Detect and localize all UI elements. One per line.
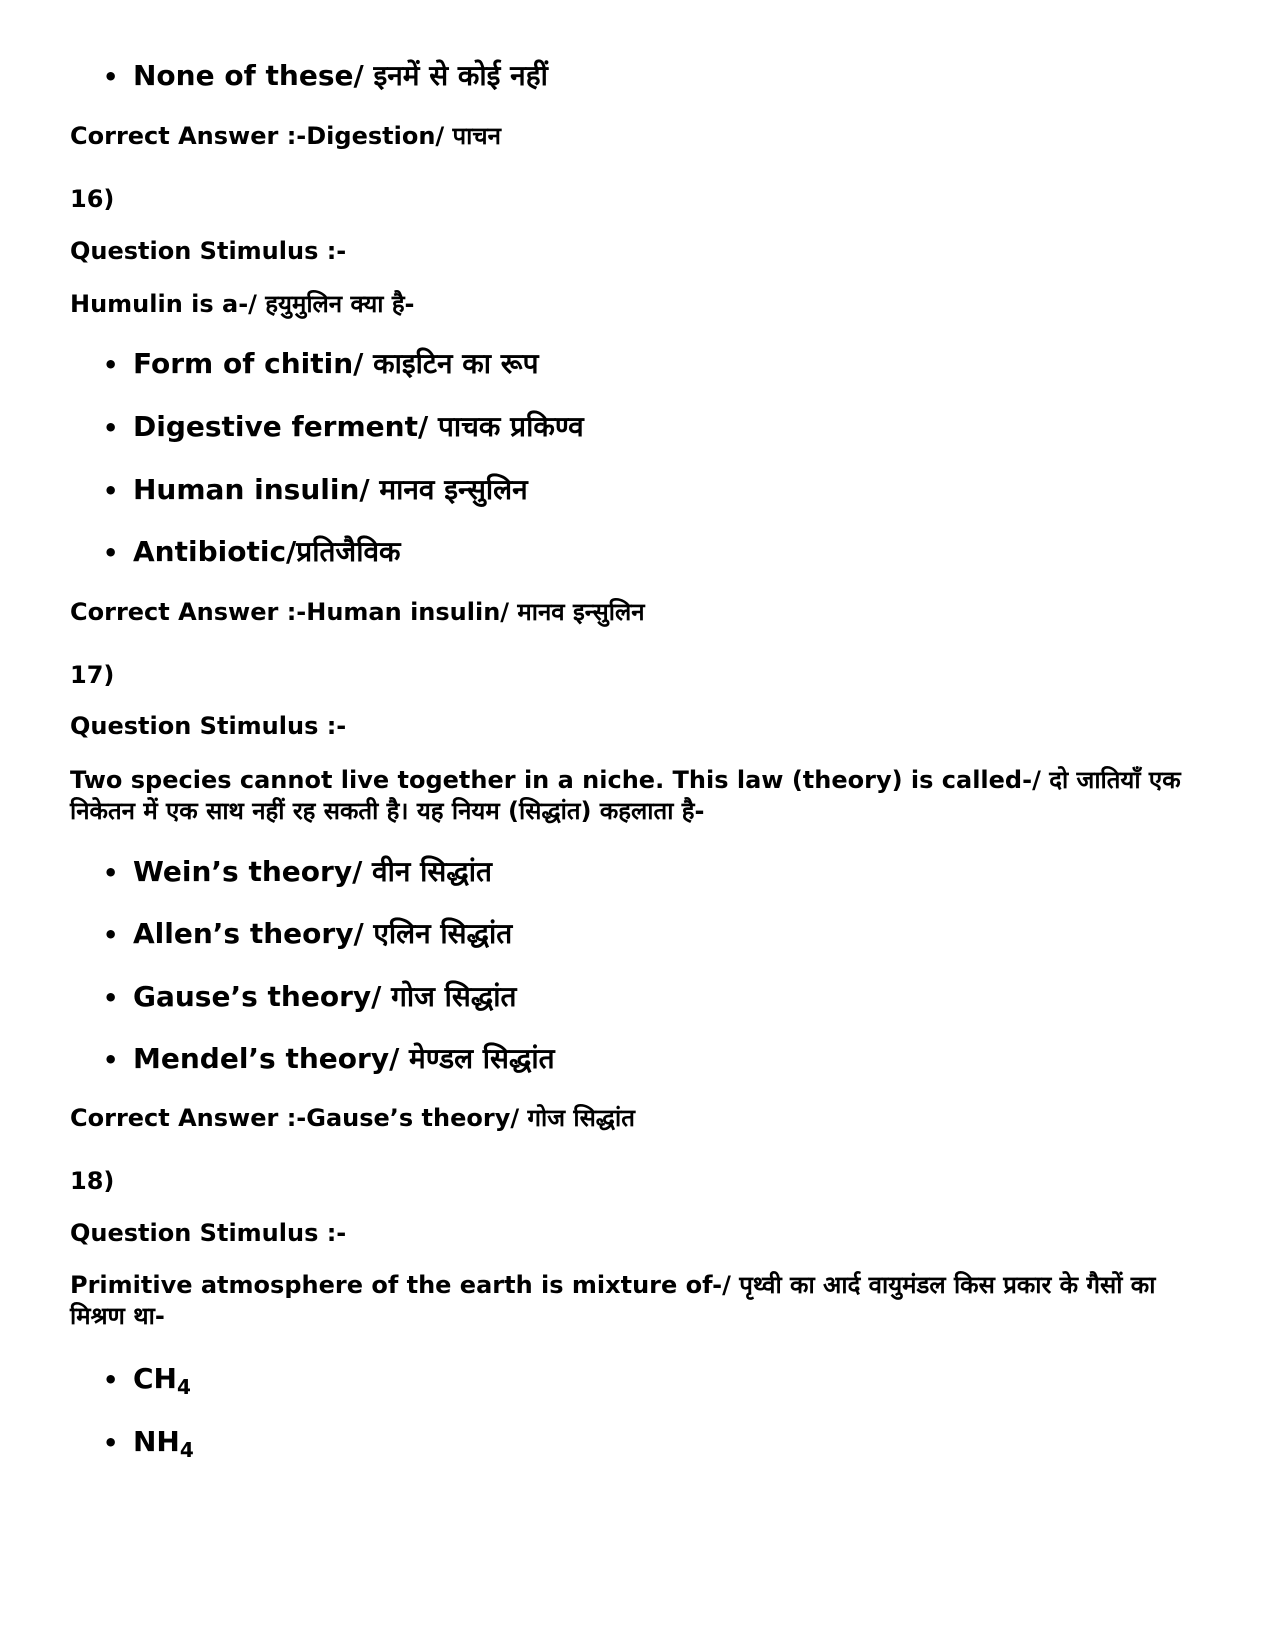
bullet-icon: •: [103, 477, 119, 505]
q16-stimulus-label: Question Stimulus :-: [70, 237, 347, 265]
option-text: Mendel’s theory/ मेण्डल सिद्धांत: [133, 1042, 555, 1075]
q17-correct-answer: Correct Answer :-Gause’s theory/ गोज सिद्धांत: [70, 1104, 635, 1132]
option-text: Wein’s theory/ वीन सिद्धांत: [133, 855, 492, 888]
bullet-icon: •: [103, 1046, 119, 1074]
q15-option-4: [103, 59, 548, 94]
option-text: Antibiotic/प्रतिजैविक: [133, 535, 401, 568]
q16-correct-answer: Correct Answer :-Human insulin/ मानव इन्सुलिन: [70, 598, 645, 626]
q17-number: 17): [70, 661, 115, 689]
q17-option-3: [103, 980, 516, 1015]
option-text: Allen’s theory/ एलिन सिद्धांत: [133, 917, 513, 950]
q15-correct-answer: Correct Answer :-Digestion/ पाचन: [70, 122, 501, 150]
option-text: Digestive ferment/ पाचक प्रकिण्व: [133, 410, 584, 443]
bullet-icon: •: [103, 351, 119, 379]
formula-base: NH: [133, 1425, 180, 1458]
q16-option-2: [103, 410, 584, 445]
formula-base: CH: [133, 1362, 177, 1395]
bullet-icon: •: [103, 859, 119, 887]
q16-question-text: Humulin is a-/ हयुमुलिन क्या है-: [70, 290, 415, 318]
q16-option-4: [103, 535, 401, 570]
option-text: Human insulin/ मानव इन्सुलिन: [133, 473, 528, 506]
bullet-icon: •: [103, 63, 119, 91]
option-text: Gause’s theory/ गोज सिद्धांत: [133, 980, 517, 1013]
bullet-icon: •: [103, 539, 119, 567]
q18-number: 18): [70, 1167, 115, 1195]
q17-question-text: Two species cannot live together in a niche. This law (theory) is called-/ दो जातियाँ एक निकेतन में एक साथ नहीं रह सकती है। यह नियम (सिद्धांत) कहलाता है-: [70, 766, 1181, 825]
q17-option-2: [103, 917, 512, 952]
bullet-icon: •: [103, 1366, 119, 1394]
q18-question-text: Primitive atmosphere of the earth is mixture of-/ पृथ्वी का आर्द वायुमंडल किस प्रकार के गैसों का मिश्रण था-: [70, 1271, 1156, 1330]
q16-option-3: [103, 473, 528, 508]
formula-subscript: 4: [176, 1375, 191, 1399]
q17-option-4: [103, 1042, 555, 1077]
q18-option-2: [103, 1425, 194, 1460]
bullet-icon: •: [103, 414, 119, 442]
bullet-icon: •: [103, 921, 119, 949]
option-text: None of these/ इनमें से कोई नहीं: [133, 59, 548, 92]
q16-option-1: [103, 347, 538, 382]
option-text: Form of chitin/ काइटिन का रूप: [133, 347, 539, 380]
bullet-icon: •: [103, 984, 119, 1012]
q18-stimulus-label: Question Stimulus :-: [70, 1219, 347, 1247]
q17-stimulus-label: Question Stimulus :-: [70, 712, 347, 740]
q16-number: 16): [70, 185, 115, 213]
q18-option-1: [103, 1362, 191, 1397]
formula-subscript: 4: [179, 1438, 194, 1462]
bullet-icon: •: [103, 1429, 119, 1457]
q17-option-1: [103, 855, 492, 890]
